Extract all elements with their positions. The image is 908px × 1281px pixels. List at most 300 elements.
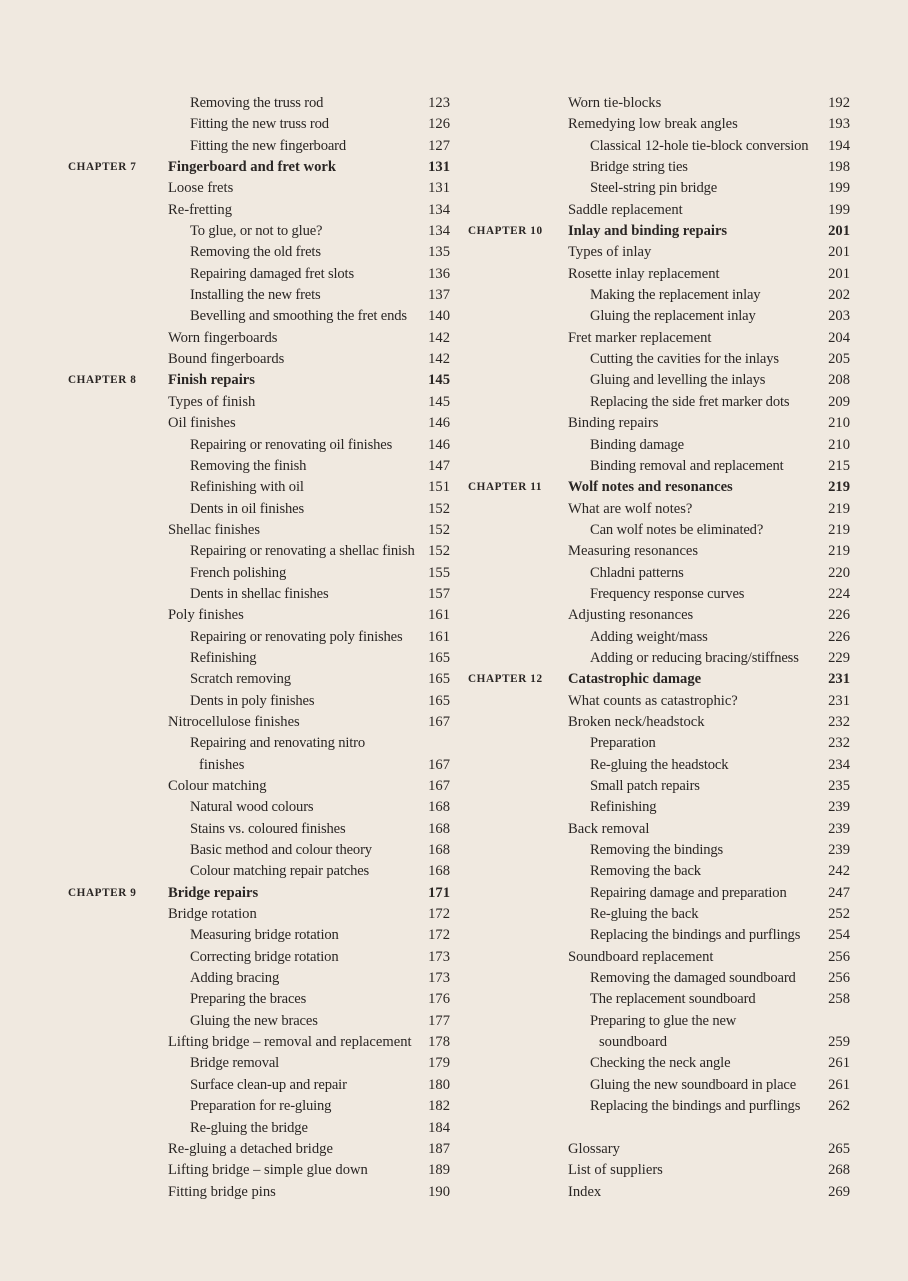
toc-entry (468, 968, 850, 989)
toc-chapter-entry (468, 669, 850, 690)
page-number: 173 (428, 948, 450, 965)
toc-entry (468, 392, 850, 413)
entry-title: Removing the bindings (590, 842, 724, 859)
page-number: 176 (428, 991, 450, 1008)
page-number: 268 (828, 1162, 850, 1179)
page-number: 205 (828, 351, 850, 368)
entry-title: Repairing and renovating nitro (190, 735, 366, 752)
page-number: 142 (428, 351, 450, 368)
page-number: 131 (428, 159, 450, 176)
entry-title: Bridge rotation (168, 906, 257, 923)
entry-title: Lifting bridge – simple glue down (168, 1162, 368, 1179)
page-number: 178 (428, 1034, 450, 1051)
toc-entry (468, 712, 850, 733)
toc-entry (468, 456, 850, 477)
entry-title: Catastrophic damage (568, 671, 702, 688)
entry-title: Types of inlay (568, 244, 652, 261)
page-number: 201 (828, 265, 850, 282)
entry-title: Adding weight/mass (590, 628, 708, 645)
toc-entry (68, 840, 450, 861)
entry-title: Preparing the braces (190, 991, 307, 1008)
entry-title: Worn fingerboards (168, 329, 278, 346)
toc-entry (68, 392, 450, 413)
page-number: 146 (428, 415, 450, 432)
toc-entry (468, 819, 850, 840)
page-number: 210 (828, 436, 850, 453)
entry-title: What are wolf notes? (568, 500, 693, 517)
toc-entry (468, 242, 850, 263)
toc-entry (68, 285, 450, 306)
toc-entry (468, 883, 850, 904)
toc-entry (68, 989, 450, 1010)
toc-entry (68, 328, 450, 349)
toc-entry (468, 328, 850, 349)
entry-title: Refinishing with oil (190, 479, 304, 496)
entry-title: Fitting the new truss rod (190, 116, 329, 133)
page-number: 165 (428, 692, 450, 709)
toc-entry (468, 904, 850, 925)
toc-entry (468, 1182, 850, 1203)
toc-entry (68, 93, 450, 114)
page-number: 135 (428, 244, 450, 261)
entry-title: Back removal (568, 820, 650, 837)
page-number: 173 (428, 970, 450, 987)
toc-entry (68, 477, 450, 498)
toc-entry (468, 370, 850, 391)
entry-title: Correcting bridge rotation (190, 948, 339, 965)
toc-entry (468, 136, 850, 157)
entry-title: Frequency response curves (590, 585, 745, 602)
page-number: 161 (428, 607, 450, 624)
entry-title: Fret marker replacement (568, 329, 712, 346)
entry-title: Oil finishes (168, 415, 236, 432)
entry-title: Surface clean-up and repair (190, 1076, 347, 1093)
toc-spacer (468, 1118, 850, 1139)
toc-entry (468, 947, 850, 968)
entry-title: Finish repairs (168, 372, 255, 389)
entry-title: Measuring bridge rotation (190, 927, 339, 944)
toc-entry (68, 200, 450, 221)
toc-entry (68, 1032, 450, 1053)
page-number: 147 (428, 457, 450, 474)
entry-title: Making the replacement inlay (590, 287, 761, 304)
entry-title: Binding repairs (568, 415, 659, 432)
entry-title: Dents in oil finishes (190, 500, 304, 517)
toc-entry (468, 1011, 850, 1032)
page-number: 180 (428, 1076, 450, 1093)
toc-entry (68, 968, 450, 989)
toc-entry (468, 306, 850, 327)
entry-title: Removing the damaged soundboard (590, 970, 796, 987)
toc-entry (68, 584, 450, 605)
toc-entry (68, 1011, 450, 1032)
entry-title: Glossary (568, 1140, 620, 1157)
toc-entry (468, 1139, 850, 1160)
toc-entry (68, 264, 450, 285)
page-number: 189 (428, 1162, 450, 1179)
toc-entry (68, 1139, 450, 1160)
page-number: 155 (428, 564, 450, 581)
entry-title: Worn tie-blocks (568, 95, 662, 111)
toc-entry (468, 541, 850, 562)
entry-title: Wolf notes and resonances (568, 479, 733, 496)
page-number: 199 (828, 180, 850, 197)
page-number: 204 (828, 329, 850, 346)
entry-title: Fitting the new fingerboard (190, 137, 347, 154)
entry-title: Adding or reducing bracing/stiffness (590, 649, 799, 666)
toc-entry (468, 840, 850, 861)
entry-title: Gluing the replacement inlay (590, 308, 756, 325)
page-number: 247 (828, 884, 850, 901)
toc-entry (468, 584, 850, 605)
entry-title: Chladni patterns (590, 564, 684, 581)
page-number: 220 (828, 564, 850, 581)
page-number: 226 (828, 628, 850, 645)
page-number: 265 (828, 1140, 850, 1157)
entry-title: Removing the old frets (190, 244, 321, 261)
toc-entry (468, 605, 850, 626)
chapter-label: CHAPTER 10 (468, 225, 543, 238)
page-number: 167 (428, 756, 450, 773)
entry-title: Steel-string pin bridge (590, 180, 718, 197)
toc-entry (468, 563, 850, 584)
page-number: 168 (428, 799, 450, 816)
toc-entry (68, 413, 450, 434)
page-number: 242 (828, 863, 850, 880)
toc-entry (68, 1096, 450, 1117)
toc-entry (468, 499, 850, 520)
toc-entry (68, 819, 450, 840)
chapter-label: CHAPTER 9 (68, 886, 137, 899)
toc-entry (468, 989, 850, 1010)
entry-title: What counts as catastrophic? (568, 692, 738, 709)
page-number: 252 (828, 906, 850, 923)
toc-entry (468, 733, 850, 754)
entry-title: The replacement soundboard (590, 991, 756, 1008)
toc-entry (68, 1053, 450, 1074)
toc-entry (68, 114, 450, 135)
toc-right-column (468, 93, 850, 1203)
entry-title: Bridge string ties (590, 159, 688, 176)
toc-entry (68, 797, 450, 818)
toc-entry (68, 925, 450, 946)
toc-entry (468, 285, 850, 306)
page-number: 145 (428, 372, 450, 389)
entry-title: Fingerboard and fret work (168, 159, 336, 176)
page-number: 134 (428, 201, 450, 218)
toc-entry (68, 1182, 450, 1203)
entry-title: Installing the new frets (190, 287, 321, 304)
toc-entry (468, 93, 850, 114)
toc-entry (468, 925, 850, 946)
page-number: 126 (428, 116, 450, 133)
page-number: 239 (828, 842, 850, 859)
page-number: 219 (828, 500, 850, 517)
page-number: 136 (428, 265, 450, 282)
entry-title: Cutting the cavities for the inlays (590, 351, 779, 368)
entry-title: Repairing or renovating poly finishes (190, 628, 403, 645)
page-number: 231 (828, 692, 850, 709)
toc-entry (468, 648, 850, 669)
entry-title: finishes (199, 756, 245, 773)
toc-chapter-entry (68, 370, 450, 391)
page-number: 201 (828, 223, 850, 240)
toc-entry (68, 627, 450, 648)
entry-title: Stains vs. coloured finishes (190, 820, 346, 837)
page-number: 184 (428, 1119, 450, 1136)
toc-entry (68, 648, 450, 669)
page-number: 157 (428, 585, 450, 602)
page-number: 235 (828, 778, 850, 794)
toc-entry (468, 755, 850, 776)
toc-entry (68, 520, 450, 541)
toc-entry (468, 1160, 850, 1181)
entry-title: Removing the truss rod (190, 95, 324, 111)
entry-title: Saddle replacement (568, 201, 683, 218)
toc-entry (468, 1053, 850, 1074)
entry-title: Index (568, 1183, 602, 1200)
page-number: 256 (828, 970, 850, 987)
page-number: 165 (428, 671, 450, 688)
page-number: 172 (428, 906, 450, 923)
entry-title: French polishing (190, 564, 287, 581)
entry-title: Repairing or renovating a shellac finish (190, 543, 415, 560)
entry-title: Replacing the side fret marker dots (590, 393, 790, 410)
page-number: 152 (428, 521, 450, 538)
page-number: 210 (828, 415, 850, 432)
entry-title: Bevelling and smoothing the fret ends (190, 308, 407, 325)
toc-entry (68, 605, 450, 626)
page-number: 171 (428, 884, 450, 901)
entry-title: Classical 12-hole tie-block conversion (590, 137, 809, 154)
toc-entry (68, 712, 450, 733)
entry-title: Natural wood colours (190, 799, 314, 816)
page-number: 182 (428, 1098, 450, 1115)
toc-entry (68, 541, 450, 562)
page-number: 142 (428, 329, 450, 346)
toc-entry (68, 861, 450, 882)
toc-entry (468, 627, 850, 648)
toc-entry (468, 264, 850, 285)
page-number: 198 (828, 159, 850, 176)
chapter-label: CHAPTER 11 (468, 481, 543, 494)
page-number: 179 (428, 1055, 450, 1072)
page-number: 168 (428, 842, 450, 859)
page-number: 234 (828, 756, 850, 773)
toc-entry (68, 136, 450, 157)
page-number: 224 (828, 585, 850, 602)
page-number: 201 (828, 244, 850, 261)
page-number: 187 (428, 1140, 450, 1157)
entry-title: Adjusting resonances (568, 607, 694, 624)
entry-title: Repairing damage and preparation (590, 884, 787, 901)
toc-entry (68, 669, 450, 690)
toc-entry (468, 200, 850, 221)
page-number: 190 (428, 1183, 450, 1200)
entry-title: Replacing the bindings and purflings (590, 1098, 801, 1115)
page-number: 151 (428, 479, 450, 496)
entry-title: Loose frets (168, 180, 234, 197)
page-number: 261 (828, 1076, 850, 1093)
toc-entry (468, 157, 850, 178)
entry-title: Re-gluing the back (590, 906, 699, 923)
toc-entry (468, 349, 850, 370)
page-number: 232 (828, 735, 850, 752)
toc-entry (68, 947, 450, 968)
toc-entry (68, 776, 450, 797)
page-number: 131 (428, 180, 450, 197)
entry-title: Lifting bridge – removal and replacement (168, 1034, 412, 1051)
entry-title: Measuring resonances (568, 543, 699, 560)
entry-title: Nitrocellulose finishes (168, 713, 300, 730)
entry-title: Refinishing (590, 799, 657, 816)
toc-entry (468, 1075, 850, 1096)
page-number: 202 (828, 287, 850, 304)
toc-entry (468, 1096, 850, 1117)
entry-title: Repairing or renovating oil finishes (190, 436, 393, 453)
entry-title: Rosette inlay replacement (568, 265, 720, 282)
entry-title: Preparing to glue the new (590, 1012, 737, 1029)
entry-title: Bridge removal (190, 1055, 280, 1072)
page-number: 215 (828, 457, 850, 474)
page-number: 229 (828, 649, 850, 666)
entry-title: Bound fingerboards (168, 351, 285, 368)
entry-title: Soundboard replacement (568, 948, 714, 965)
toc-entry (68, 435, 450, 456)
page-number: 152 (428, 500, 450, 517)
page-number: 219 (828, 479, 850, 496)
entry-title: Dents in poly finishes (190, 692, 315, 709)
page-number: 194 (828, 137, 850, 154)
toc-entry (468, 178, 850, 199)
entry-title: Can wolf notes be eliminated? (590, 521, 764, 538)
entry-title: Checking the neck angle (590, 1055, 731, 1072)
chapter-label: CHAPTER 7 (68, 161, 137, 174)
entry-title: Colour matching repair patches (190, 863, 370, 880)
toc-entry (468, 797, 850, 818)
page-number: 203 (828, 308, 850, 325)
entry-title: Repairing damaged fret slots (190, 265, 354, 282)
entry-title: Poly finishes (168, 607, 244, 624)
page-number: 127 (428, 137, 450, 154)
entry-title: soundboard (599, 1034, 668, 1051)
page-number: 219 (828, 543, 850, 560)
entry-title: Remedying low break angles (568, 116, 738, 133)
toc-entry (68, 178, 450, 199)
entry-title: Refinishing (190, 649, 257, 666)
toc-entry (68, 499, 450, 520)
toc-entry (468, 691, 850, 712)
entry-title: Basic method and colour theory (190, 842, 372, 859)
entry-title: Dents in shellac finishes (190, 585, 329, 602)
page-number: 209 (828, 393, 850, 410)
page-number: 231 (828, 671, 850, 688)
entry-title: Broken neck/headstock (568, 713, 705, 730)
entry-title: Types of finish (168, 393, 256, 410)
toc-entry (468, 1032, 850, 1053)
entry-title: Binding removal and replacement (590, 457, 784, 474)
page-number: 172 (428, 927, 450, 944)
toc-entry (468, 861, 850, 882)
page-number: 152 (428, 543, 450, 560)
entry-title: To glue, or not to glue? (190, 223, 323, 240)
entry-title: Gluing and levelling the inlays (590, 372, 766, 389)
entry-title: Binding damage (590, 436, 684, 453)
toc-chapter-entry (68, 157, 450, 178)
page-number: 258 (828, 991, 850, 1008)
toc-entry (68, 1075, 450, 1096)
page-number: 219 (828, 521, 850, 538)
page-number: 262 (828, 1098, 850, 1115)
toc-entry (468, 435, 850, 456)
toc-entry (68, 306, 450, 327)
toc-entry (468, 413, 850, 434)
entry-title: Replacing the bindings and purflings (590, 927, 801, 944)
toc-entry (468, 114, 850, 135)
toc-entry (68, 349, 450, 370)
toc-entry (68, 733, 450, 754)
page-number: 193 (828, 116, 850, 133)
page-number: 259 (828, 1034, 850, 1051)
toc-entry (68, 242, 450, 263)
toc-chapter-entry (468, 221, 850, 242)
toc-entry (68, 904, 450, 925)
page-number: 123 (428, 95, 450, 111)
page-number: 239 (828, 820, 850, 837)
toc-entry (68, 691, 450, 712)
entry-title: Removing the finish (190, 457, 307, 474)
entry-title: Small patch repairs (590, 778, 700, 794)
page-number: 254 (828, 927, 850, 944)
page-number: 161 (428, 628, 450, 645)
toc-entry (68, 1118, 450, 1139)
toc-entry (468, 776, 850, 797)
entry-title: Fitting bridge pins (168, 1183, 276, 1200)
page-number: 167 (428, 778, 450, 794)
page-number: 167 (428, 713, 450, 730)
entry-title: Preparation for re-gluing (190, 1098, 332, 1115)
entry-title: Gluing the new braces (190, 1012, 318, 1029)
page-number: 192 (828, 95, 850, 111)
toc-entry (68, 755, 450, 776)
entry-title: Removing the back (590, 863, 701, 880)
entry-title: Inlay and binding repairs (568, 223, 728, 240)
entry-title: Re-gluing the bridge (190, 1119, 308, 1136)
page-number: 137 (428, 287, 450, 304)
toc-entry (68, 456, 450, 477)
page-number: 168 (428, 820, 450, 837)
entry-title: List of suppliers (568, 1162, 663, 1179)
page-number: 134 (428, 223, 450, 240)
entry-title: Preparation (590, 735, 656, 752)
entry-title: Gluing the new soundboard in place (590, 1076, 797, 1093)
entry-title: Bridge repairs (168, 884, 259, 901)
toc-chapter-entry (468, 477, 850, 498)
entry-title: Re-gluing a detached bridge (168, 1140, 333, 1157)
page-number: 269 (828, 1183, 850, 1200)
page-number: 208 (828, 372, 850, 389)
toc-entry (468, 520, 850, 541)
page-number: 145 (428, 393, 450, 410)
entry-title: Shellac finishes (168, 521, 261, 538)
page-number: 165 (428, 649, 450, 666)
page-number: 168 (428, 863, 450, 880)
entry-title: Re-gluing the headstock (590, 756, 729, 773)
toc-entry (68, 563, 450, 584)
page-number: 232 (828, 713, 850, 730)
page-number: 177 (428, 1012, 450, 1029)
page-number: 256 (828, 948, 850, 965)
